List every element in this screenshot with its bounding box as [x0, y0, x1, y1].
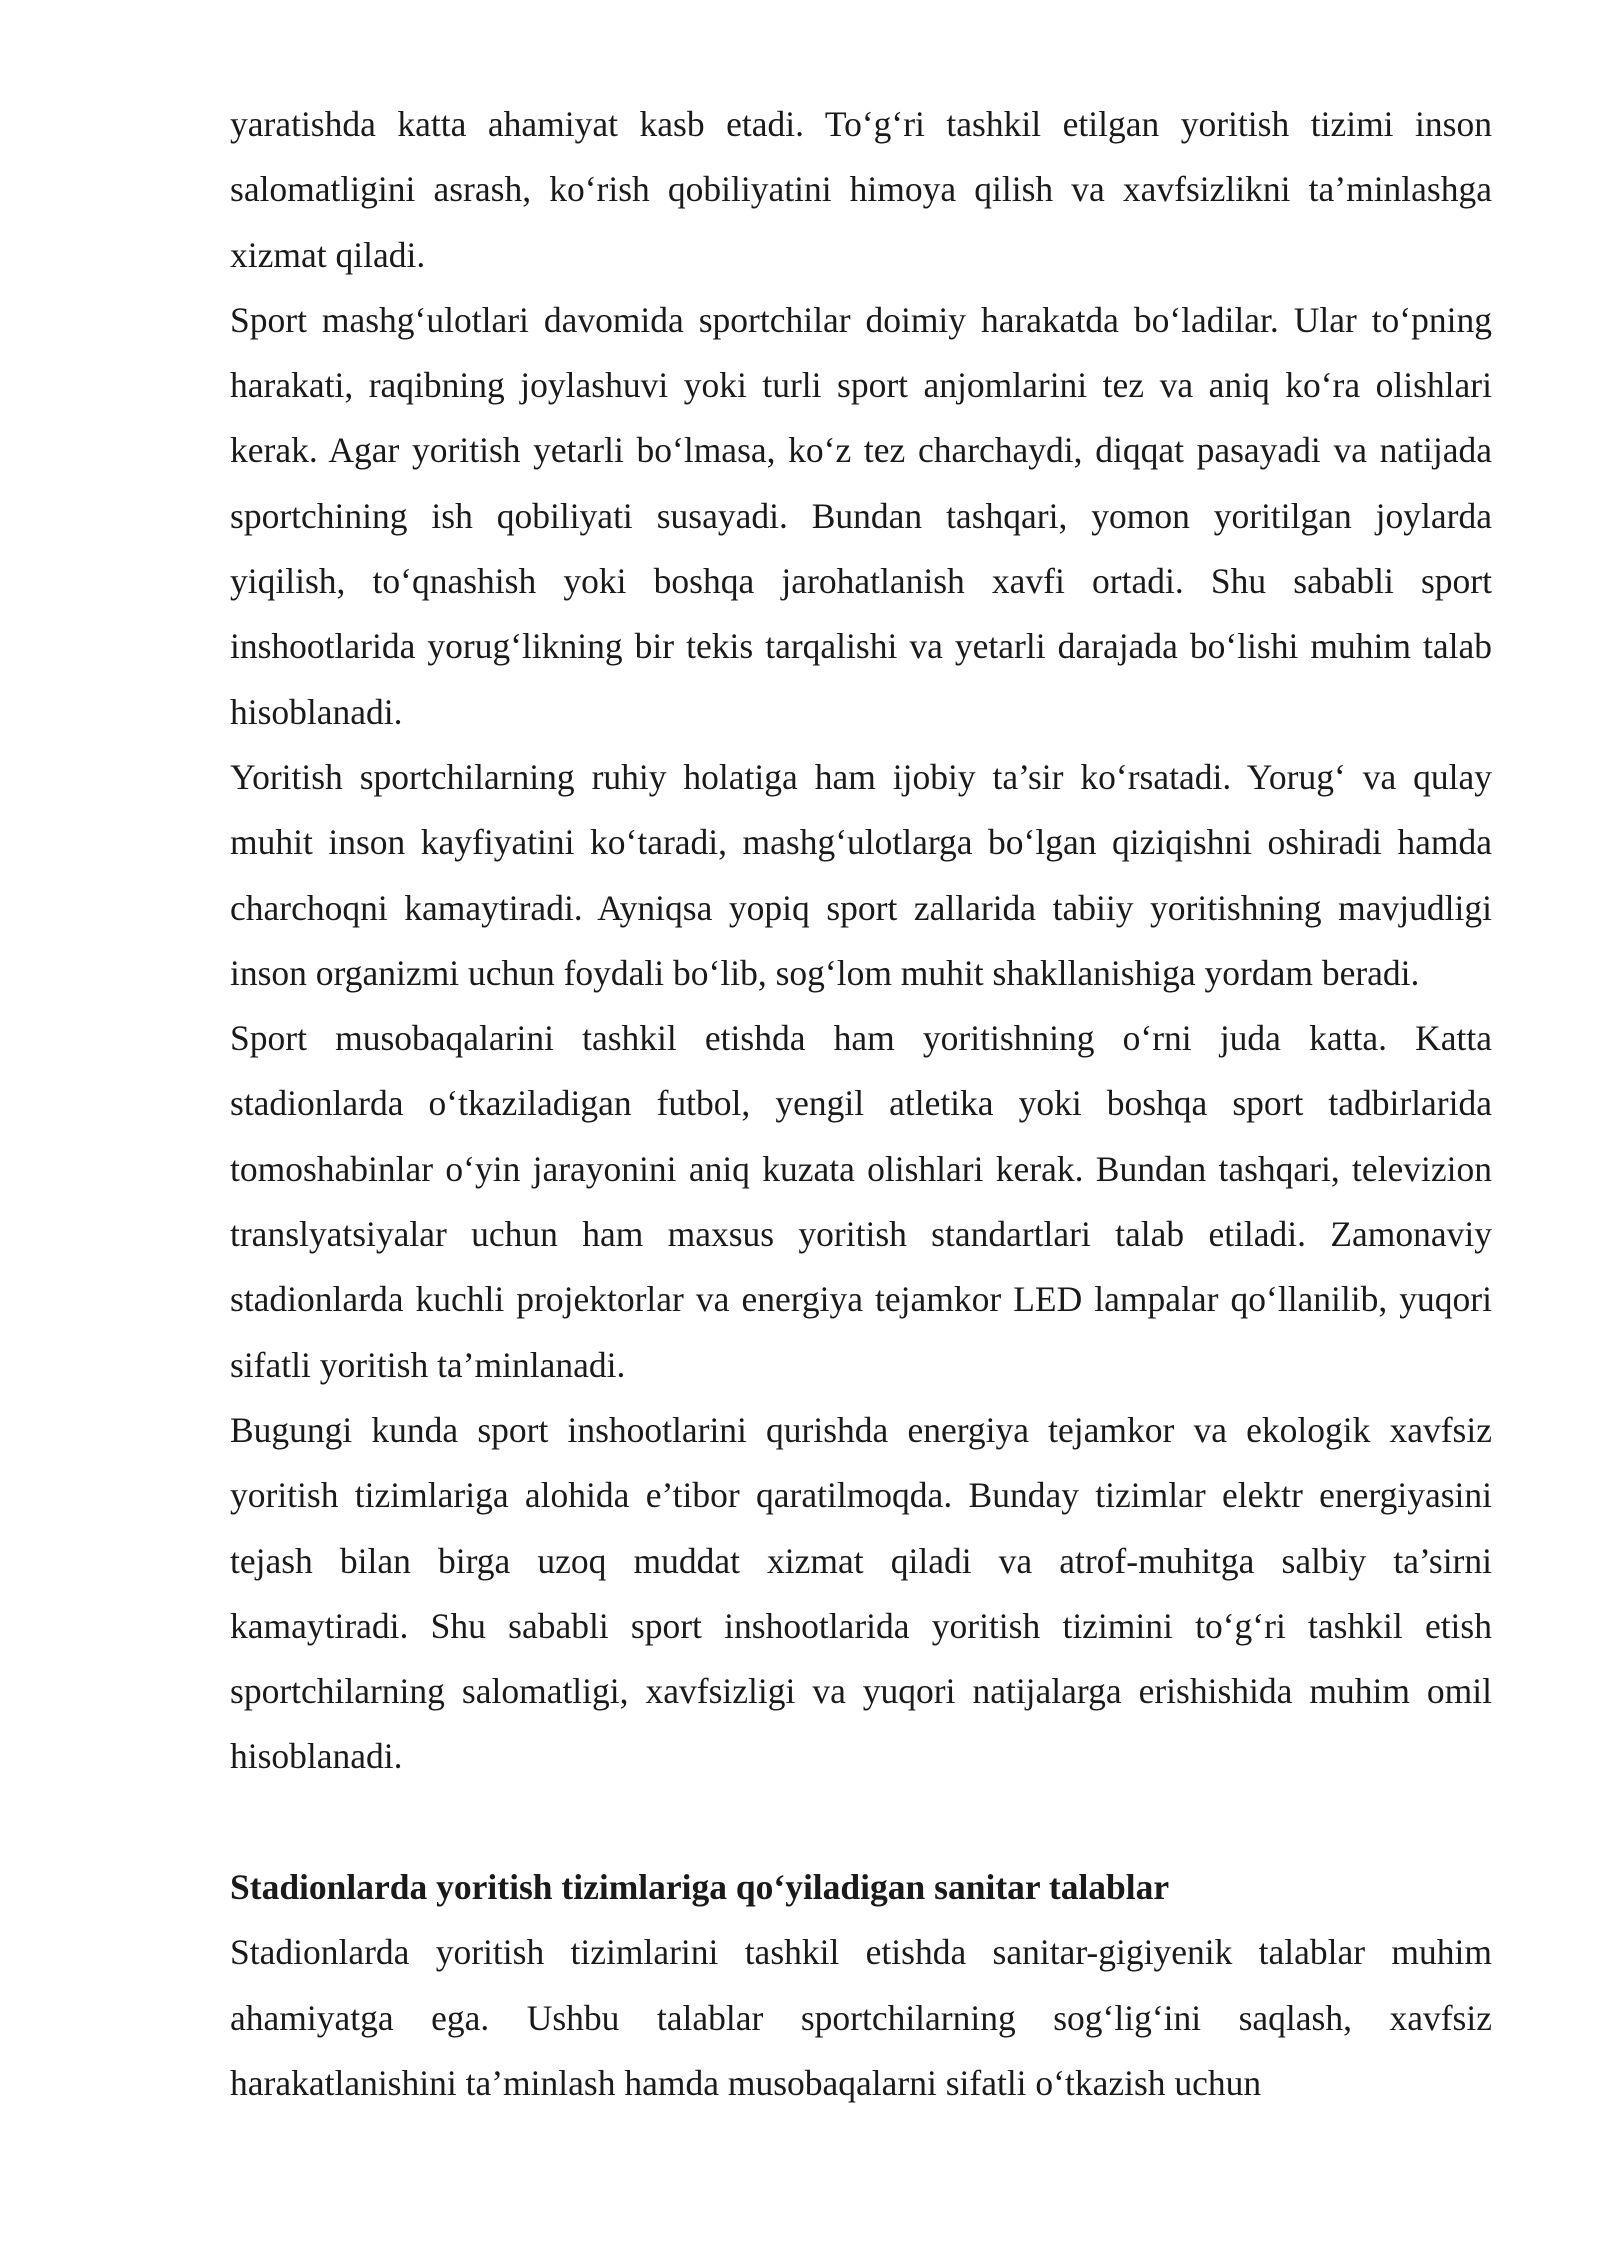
blank-line	[230, 1790, 1492, 1855]
paragraph-4: Sport musobaqalarini tashkil etishda ham yoritishning o‘rni juda katta. Katta stadionlarda o‘tkaziladigan futbol, yengil atletika yoki boshqa sport tadbirlarida tomoshabinlar o‘yin jarayonini aniq kuzata olishlari kerak. Bundan tashqari, televizion translyatsiyalar uchun ham maxsus yoritish standartlari talab etiladi. Zamonaviy stadionlarda kuchli projektorlar va energiya tejamkor LED lampalar qo‘llanilib, yuqori sifatli yoritish ta’minlanadi.	[230, 1018, 1492, 1385]
paragraph-1: yaratishda katta ahamiyat kasb etadi. To‘g‘ri tashkil etilgan yoritish tizimi inson salomatligini asrash, ko‘rish qobiliyatini himoya qilish va xavfsizlikni ta’minlashga xizmat qiladi.	[230, 104, 1492, 275]
paragraph-2: Sport mashg‘ulotlari davomida sportchilar doimiy harakatda bo‘ladilar. Ular to‘pning harakati, raqibning joylashuvi yoki turli sport anjomlarini tez va aniq ko‘ra olishlari kerak. Agar yoritish yetarli bo‘lmasa, ko‘z tez charchaydi, diqqat pasayadi va natijada sportchining ish qobiliyati susayadi. Bundan tashqari, yomon yoritilgan joylarda yiqilish, to‘qnashish yoki boshqa jarohatlanish xavfi ortadi. Shu sababli sport inshootlarida yorug‘likning bir tekis tarqalishi va yetarli darajada bo‘lishi muhim talab hisoblanadi.	[230, 299, 1492, 732]
section-paragraph: Stadionlarda yoritish tizimlarini tashkil etishda sanitar-gigiyenik talablar muhim ahamiyatga ega. Ushbu talablar sportchilarning sog‘lig‘ini saqlash, xavfsiz harakatlanishini ta’minlash hamda musobaqalarni sifatli o‘tkazish uchun	[230, 1932, 1492, 2103]
section-heading: Stadionlarda yoritish tizimlariga qo‘yiladigan sanitar talablar	[230, 1867, 1170, 1908]
paragraph-3: Yoritish sportchilarning ruhiy holatiga ham ijobiy ta’sir ko‘rsatadi. Yorug‘ va qulay muhit inson kayfiyatini ko‘taradi, mashg‘ulotlarga bo‘lgan qiziqishni oshiradi hamda charchoqni kamaytiradi. Ayniqsa yopiq sport zallarida tabiiy yoritishning mavjudligi inson organizmi uchun foydali bo‘lib, sog‘lom muhit shakllanishiga yordam beradi.	[230, 756, 1492, 993]
document-page	[230, 92, 1492, 2116]
paragraph-5: Bugungi kunda sport inshootlarini qurishda energiya tejamkor va ekologik xavfsiz yoritish tizimlariga alohida e’tibor qaratilmoqda. Bunday tizimlar elektr energiyasini tejash bilan birga uzoq muddat xizmat qiladi va atrof-muhitga salbiy ta’sirni kamaytiradi. Shu sababli sport inshootlarida yoritish tizimini to‘g‘ri tashkil etish sportchilarning salomatligi, xavfsizligi va yuqori natijalarga erishishida muhim omil hisoblanadi.	[230, 1409, 1492, 1777]
